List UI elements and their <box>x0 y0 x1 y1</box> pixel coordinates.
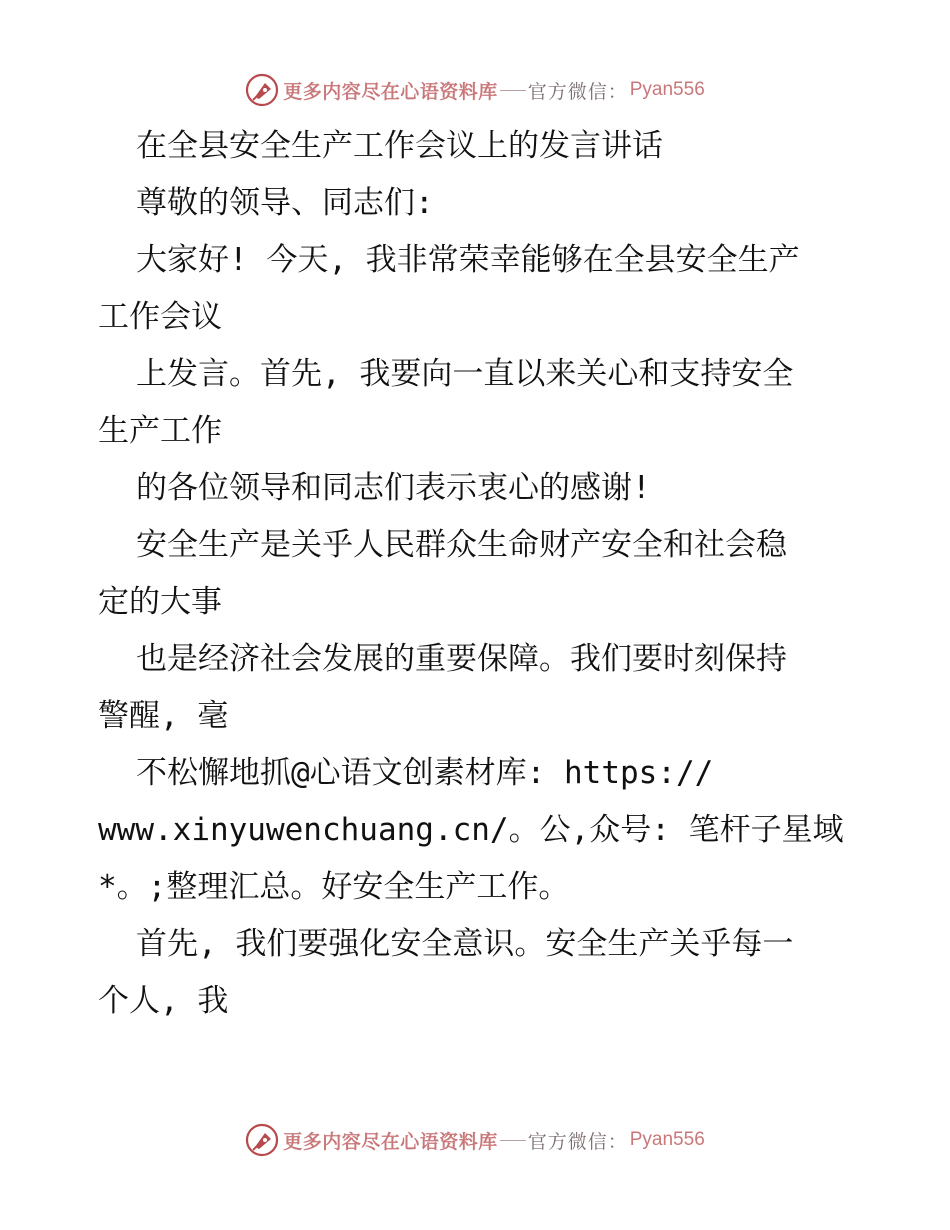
text-line: 个人, 我 <box>98 983 229 1019</box>
banner-main-text: 更多内容尽在心语资料库 <box>283 80 498 103</box>
banner-wechat-label: 官方微信： <box>527 80 628 103</box>
text-line: *。;整理汇总。好安全生产工作。 <box>98 869 570 905</box>
banner-wechat-id: Pyan556 <box>629 1129 705 1150</box>
banner-dash <box>500 90 526 91</box>
text-line: 工作会议 <box>98 299 222 335</box>
pen-nib-circle-icon <box>245 1123 279 1157</box>
text-line: 大家好! 今天, 我非常荣幸能够在全县安全生产 <box>136 242 800 278</box>
banner-wechat-id: Pyan556 <box>629 79 705 100</box>
text-line: 安全生产是关乎人民群众生命财产安全和社会稳 <box>136 527 787 563</box>
text-line: 的各位领导和同志们表示衷心的感谢! <box>136 470 651 506</box>
pen-nib-circle-icon <box>245 73 279 107</box>
text-line: 不松懈地抓@心语文创素材库: https:// <box>136 755 714 791</box>
banner-main-text: 更多内容尽在心语资料库 <box>283 1130 498 1153</box>
text-line: 上发言。首先, 我要向一直以来关心和支持安全 <box>136 356 794 392</box>
banner-wechat-label: 官方微信： <box>527 1130 628 1153</box>
text-line: 生产工作 <box>98 413 222 449</box>
document-body <box>98 118 858 1030</box>
banner-dash <box>500 1140 526 1141</box>
footer-banner <box>0 1122 950 1158</box>
text-line: 尊敬的领导、同志们: <box>136 185 434 221</box>
text-line: 定的大事 <box>98 584 222 620</box>
text-line: 首先, 我们要强化安全意识。安全生产关乎每一 <box>136 926 794 962</box>
text-line: 警醒, 毫 <box>98 698 229 734</box>
header-banner <box>0 72 950 108</box>
text-line: 也是经济社会发展的重要保障。我们要时刻保持 <box>136 641 787 677</box>
text-line: www.xinyuwenchuang.cn/。公,众号: 笔杆子星域 <box>98 812 844 848</box>
text-line: 在全县安全生产工作会议上的发言讲话 <box>136 128 663 164</box>
